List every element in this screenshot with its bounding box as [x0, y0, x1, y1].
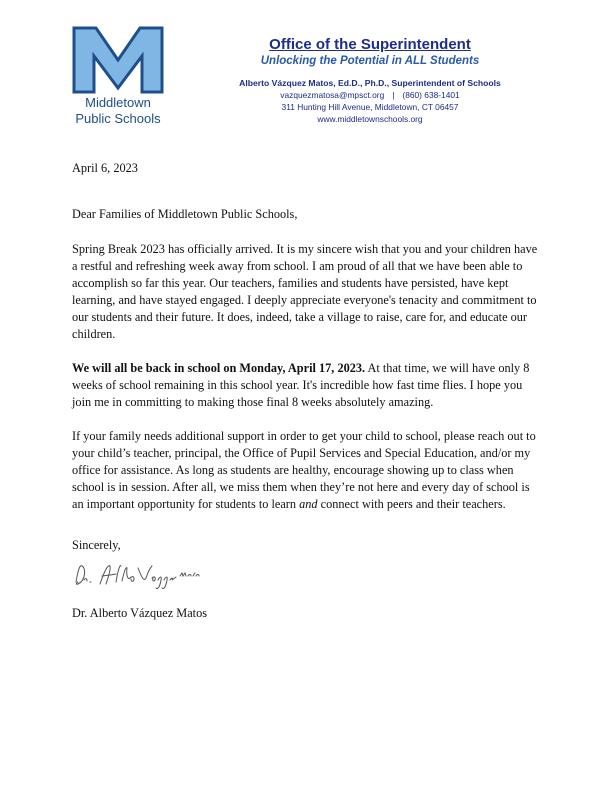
superintendent-line: Alberto Vázquez Matos, Ed.D., Ph.D., Superintendent of Schools	[239, 78, 501, 88]
paragraph-3-italic: and	[299, 497, 318, 511]
salutation: Dear Families of Middletown Public Schools,	[72, 207, 298, 221]
district-logo	[72, 26, 164, 126]
closing: Sincerely,	[72, 538, 121, 552]
paragraph-2	[72, 360, 544, 411]
address: 311 Hunting Hill Avenue, Middletown, CT 06457	[281, 102, 459, 112]
contact-separator: |	[392, 90, 395, 100]
logo-name-line2: Public Schools	[75, 111, 161, 126]
phone-number: (860) 638-1401	[402, 90, 460, 100]
letterhead	[200, 36, 540, 125]
office-title: Office of the Superintendent	[269, 36, 471, 53]
paragraph-1: Spring Break 2023 has officially arrived. It is my sincere wish that you and your children have a restful and refreshing week away from school. I am proud of all that we have been able to accomplish so far this year. Our teachers, families and students have persisted, have kept learning, and have stayed engaged. I deeply appreciate everyone's tenacity and commitment to our students and their future. It does, indeed, take a village to raise, care for, and educate our children.	[72, 242, 538, 341]
website-link[interactable]: www.middletownschools.org	[317, 114, 423, 124]
contact-line	[200, 89, 540, 101]
paragraph-3	[72, 428, 544, 513]
signature-image	[72, 556, 202, 592]
paragraph-2-bold: We will all be back in school on Monday, April 17, 2023.	[72, 361, 366, 375]
paragraph-3-end: connect with peers and their teachers.	[317, 497, 506, 511]
m-logo-icon	[72, 26, 164, 94]
paragraph-3-start: If your family needs additional support in order to get your child to school, please reach out to your child’s teacher, principal, the Office of Pupil Services and Special Education, and/or my office for assistance. As long as students are healthy, encourage showing up to class when school is in session. After all, we miss them when they’re not here and every day of school is an important opportunity for students to learn	[72, 429, 536, 511]
signer-name: Dr. Alberto Vázquez Matos	[72, 606, 208, 620]
tagline: Unlocking the Potential in ALL Students	[260, 55, 480, 67]
email-link[interactable]: vazquezmatosa@mpsct.org	[280, 90, 385, 100]
letter-body	[72, 160, 544, 554]
paragraph-2-rest: At that time, we will have only 8 weeks of school remaining in this school year. It's incredible how fast time flies. I hope you join me in committing to making those final 8 weeks absolutely amazing.	[72, 361, 530, 409]
letter-date: April 6, 2023	[72, 161, 138, 175]
logo-name-line1: Middletown	[85, 95, 151, 110]
